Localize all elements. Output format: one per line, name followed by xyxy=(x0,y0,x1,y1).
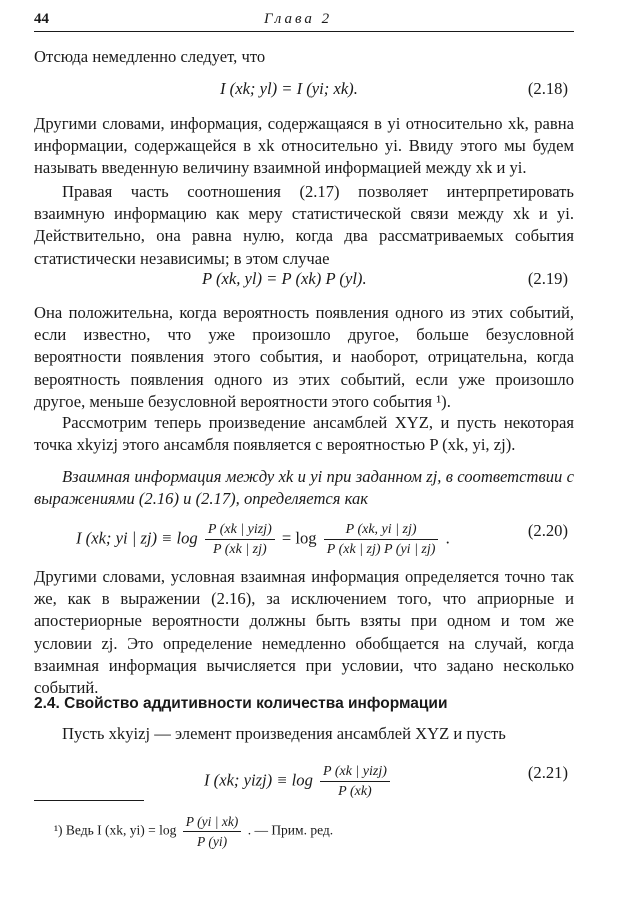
equation-expression: I (xk; yl) = I (yi; xk). xyxy=(220,79,358,98)
equation-2-20 xyxy=(34,505,574,557)
book-page xyxy=(34,0,574,900)
header-rule xyxy=(34,31,574,32)
paragraph-conditional-def: Взаимная информация между xk и yi при заданном zj, в соответствии с выражениями (2.16) и (2.17), определяется как xyxy=(34,467,574,509)
fraction-denominator: P (xk | zj) P (yi | zj) xyxy=(326,542,436,557)
paragraph-conditional: Другими словами, условная взаимная информация определяется точно так же, как в выражении (2.16), за исключением того, что априорные и апостериорные вероятности должны быть взяты при одном и том же условии zj. Это определение немедленно обобщается на случай, когда взаимная информация вычисляется при условии, что задано несколько событий. xyxy=(34,567,574,698)
fraction-denominator: P (xk) xyxy=(338,784,372,799)
section-heading: 2.4. Свойство аддитивности количества информации xyxy=(34,695,448,712)
footnote xyxy=(54,812,333,851)
equation-number: (2.18) xyxy=(527,79,568,98)
fraction-numerator: P (yi | xk) xyxy=(183,812,242,832)
equation-expression: P (xk, yl) = P (xk) P (yl). xyxy=(202,269,367,288)
equation-2-18 xyxy=(34,78,574,102)
equation-lhs: I (xk; yi | zj) ≡ log xyxy=(76,528,198,548)
paragraph-sign: Она положительна, когда вероятность появления одного из этих событий, если известно, что уже произошло другое, больше безусловной вероятности появления этого события, и наоборот, отрицательна, когда вероятность появления одного из этих событий, если уже произошло другое, меньше безусловной вероятности этого события ¹). xyxy=(34,303,574,411)
fraction-numerator: P (xk, yi | zj) xyxy=(324,520,439,540)
equation-mid: = log xyxy=(281,528,317,548)
running-title: Глава 2 xyxy=(264,11,333,27)
equation-number: (2.20) xyxy=(527,521,568,540)
paragraph-mutual-info: Другими словами, информация, содержащаяся в yi относительно xk, равна информации, содержащейся в xk относительно yi. Ввиду этого мы будем называть введенную величину взаимной информацией между xk и yi. xyxy=(34,114,574,178)
paragraph-interpretation: Правая часть соотношения (2.17) позволяет интерпретировать взаимную информацию как меру статистической связи между xk и yi. Действительно, она равна нулю, когда два рассматриваемых события статистически независимы; в этом случае xyxy=(34,182,574,268)
fraction-2 xyxy=(324,520,439,559)
footnote-tail: . — Прим. ред. xyxy=(247,822,334,838)
fraction xyxy=(320,762,390,801)
equation-number: (2.21) xyxy=(527,763,568,782)
equation-expression xyxy=(204,762,393,801)
fraction-1 xyxy=(205,520,275,559)
footnote-fraction xyxy=(183,812,242,851)
paragraph-ensemble: Рассмотрим теперь произведение ансамблей XYZ, и пусть некоторая точка xkyizj этого ансамбля появляется с вероятностью P (xk, yi, zj). xyxy=(34,413,574,455)
equation-2-21 xyxy=(34,747,574,799)
equation-tail: . xyxy=(445,528,450,548)
equation-number: (2.19) xyxy=(527,269,568,288)
page-header xyxy=(34,8,574,28)
footnote-lead: ¹) Ведь I (xk, yi) = log xyxy=(54,822,177,838)
equation-lhs: I (xk; yizj) ≡ log xyxy=(204,770,313,790)
equation-expression xyxy=(76,520,450,559)
paragraph-let: Пусть xkyizj — элемент произведения ансамблей XYZ и пусть xyxy=(62,724,506,743)
page-number: 44 xyxy=(34,11,49,27)
fraction-denominator: P (xk | zj) xyxy=(212,542,267,557)
fraction-numerator: P (xk | yizj) xyxy=(320,762,390,782)
fraction-numerator: P (xk | yizj) xyxy=(205,520,275,540)
equation-2-19 xyxy=(34,268,574,292)
paragraph-intro: Отсюда немедленно следует, что xyxy=(34,47,266,66)
fraction-denominator: P (yi) xyxy=(196,834,228,849)
footnote-rule xyxy=(34,800,144,801)
